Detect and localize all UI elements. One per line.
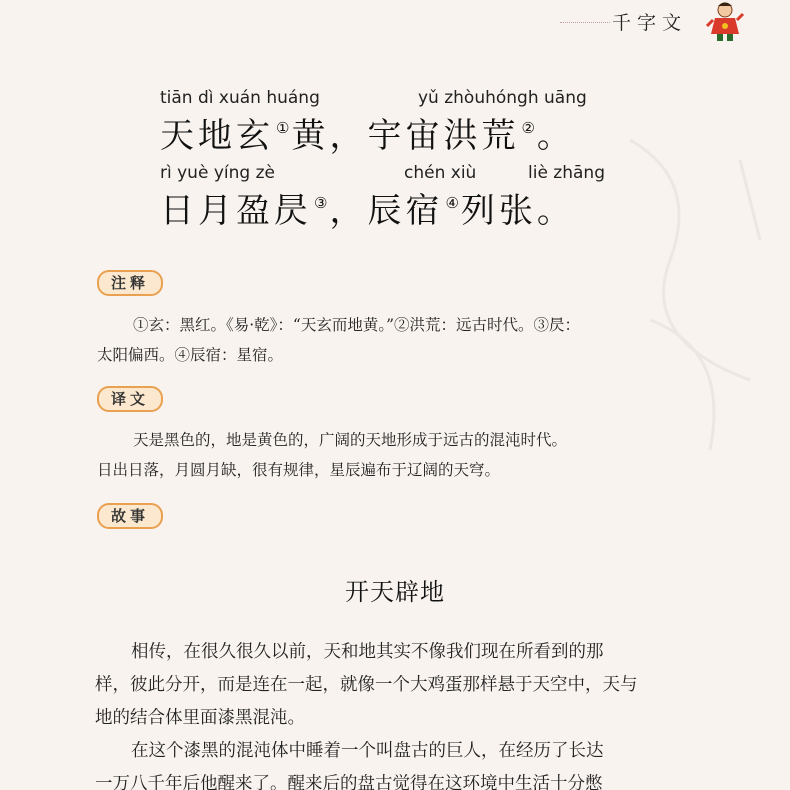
- verse2-part-b: ，辰宿: [329, 191, 444, 231]
- book-title: 千字文: [612, 12, 688, 34]
- note-marker-4: ④: [445, 194, 459, 212]
- verse1-text: [160, 108, 575, 157]
- translation-label: 译文: [97, 386, 163, 412]
- story-line-3: 地的结合体里面漆黑混沌。: [95, 708, 305, 728]
- story-text: [95, 636, 715, 790]
- note-marker-3: ③: [314, 194, 328, 212]
- verse1-part-c: 。: [536, 116, 575, 156]
- story-line-5: 一万八千年后他醒来了。醒来后的盘古觉得在这环境中生活十分憋: [95, 774, 603, 790]
- verse1-part-a: 天地玄: [160, 116, 274, 156]
- story-label: 故事: [97, 503, 163, 529]
- verse2-pinyin-c: liè zhāng: [528, 163, 605, 183]
- translation-text: [97, 425, 697, 485]
- story-line-2: 样，彼此分开，而是连在一起，就像一个大鸡蛋那样悬于天空中，天与: [95, 675, 638, 695]
- translation-line-1: 天是黑色的，地是黄色的，广阔的天地形成于远古的混沌时代。: [133, 431, 568, 449]
- verse2-part-c: 列张。: [460, 191, 575, 231]
- story-title: 开天辟地: [345, 578, 445, 606]
- verse1-pinyin-b: yǔ zhòuhóngh uāng: [418, 88, 587, 108]
- notes-label: 注释: [97, 270, 163, 296]
- note-marker-2: ②: [521, 119, 535, 137]
- notes-line-2: 太阳偏西。④辰宿：星宿。: [97, 346, 284, 364]
- verse2-pinyin-b: chén xiù: [404, 163, 477, 183]
- child-mascot-icon: [705, 0, 745, 42]
- verse1-part-b: 黄，宇宙洪荒: [291, 116, 520, 156]
- story-line-1: 相传，在很久很久以前，天和地其实不像我们现在所看到的那: [131, 642, 604, 662]
- note-marker-1: ①: [276, 119, 290, 137]
- notes-line-1: ①玄：黑红。《易·乾》：“天玄而地黄。”②洪荒：远古时代。③昃：: [133, 316, 581, 334]
- translation-line-2: 日出日落，月圆月缺，很有规律，星辰遍布于辽阔的天穹。: [97, 461, 501, 479]
- verse2-text: [160, 183, 575, 232]
- story-line-4: 在这个漆黑的混沌体中睡着一个叫盘古的巨人，在经历了长达: [131, 741, 604, 761]
- verse2-part-a: 日月盈昃: [160, 191, 312, 231]
- notes-text: [97, 310, 697, 370]
- verse2-pinyin-a: rì yuè yíng zè: [160, 163, 275, 183]
- verse1-pinyin-a: tiān dì xuán huáng: [160, 88, 320, 108]
- header-rule: [560, 22, 610, 23]
